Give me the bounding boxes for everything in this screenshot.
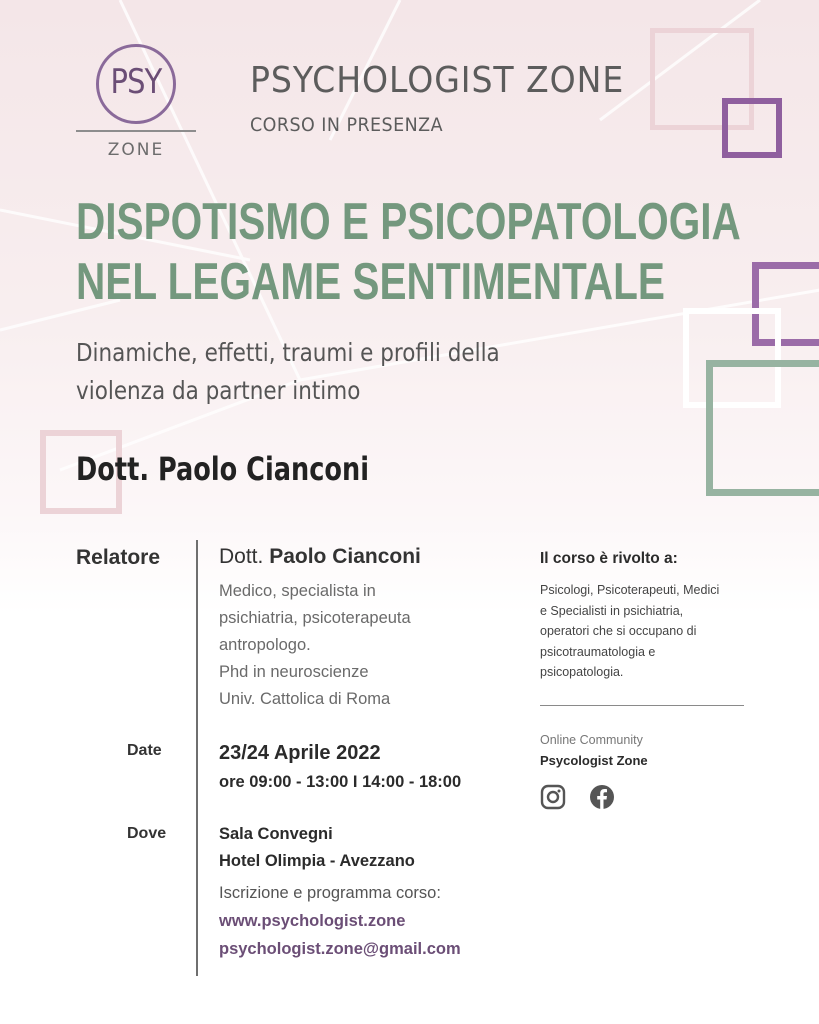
psy-zone-logo: [76, 44, 196, 164]
brand-name: PSYCHOLOGIST ZONE: [250, 60, 625, 101]
logo-mark: PSY: [110, 62, 162, 102]
website-link[interactable]: www.psychologist.zone: [219, 912, 406, 930]
time-value: ore 09:00 - 13:00 I 14:00 - 18:00: [219, 773, 462, 791]
deco-square-green-right: [706, 360, 819, 496]
audience-line: Psicologi, Psicoterapeuti, Medici: [540, 583, 720, 597]
community-name: Psycologist Zone: [540, 753, 648, 768]
page-subtitle: [76, 334, 500, 410]
venue-name: Sala Convegni: [219, 825, 333, 843]
subtitle-line-2: violenza da partner intimo: [76, 376, 361, 405]
audience-line: e Specialisti in psichiatria,: [540, 603, 684, 618]
horizontal-divider: [540, 705, 744, 706]
relatore-desc-line: Medico, specialista in: [219, 582, 376, 600]
audience-line: psicotraumatologia e: [540, 644, 656, 659]
deco-square-purple-top: [722, 98, 782, 158]
subtitle-line-1: Dinamiche, effetti, traumi e profili della: [76, 338, 500, 367]
registration-label: Iscrizione e programma corso:: [219, 884, 441, 902]
dove-label: Dove: [127, 825, 167, 842]
email-link[interactable]: psychologist.zone@gmail.com: [219, 940, 461, 958]
facebook-icon[interactable]: [589, 784, 615, 810]
logo-word: ZONE: [107, 140, 165, 160]
date-label: Date: [127, 742, 162, 759]
logo-divider: [76, 130, 196, 132]
venue-location: Hotel Olimpia - Avezzano: [219, 852, 415, 870]
title-line-2: NEL LEGAME SENTIMENTALE: [76, 253, 665, 311]
audience-line: psicopatologia.: [540, 665, 624, 679]
speaker-headline: Dott. Paolo Cianconi: [76, 450, 369, 488]
relatore-desc-line: Phd in neuroscienze: [219, 663, 369, 681]
community-label: Online Community: [540, 733, 643, 747]
relatore-name: [219, 545, 421, 569]
relatore-description: [219, 578, 479, 713]
audience-description: [540, 580, 755, 683]
relatore-desc-line: psichiatria, psicoterapeuta: [219, 609, 411, 627]
page-title: [76, 192, 741, 312]
relatore-label: Relatore: [76, 546, 161, 569]
vertical-divider: [196, 540, 198, 976]
audience-title: Il corso è rivolto a:: [540, 550, 678, 567]
relatore-prefix: Dott.: [219, 545, 264, 568]
relatore-desc-line: Univ. Cattolica di Roma: [219, 690, 391, 708]
relatore-desc-line: antropologo.: [219, 636, 311, 654]
relatore-fullname: Paolo Cianconi: [269, 545, 421, 568]
course-type: CORSO IN PRESENZA: [250, 114, 444, 136]
title-line-1: DISPOTISMO E PSICOPATOLOGIA: [76, 193, 741, 251]
date-value: 23/24 Aprile 2022: [219, 742, 381, 764]
instagram-icon[interactable]: [540, 784, 566, 810]
audience-line: operatori che si occupano di: [540, 624, 697, 638]
